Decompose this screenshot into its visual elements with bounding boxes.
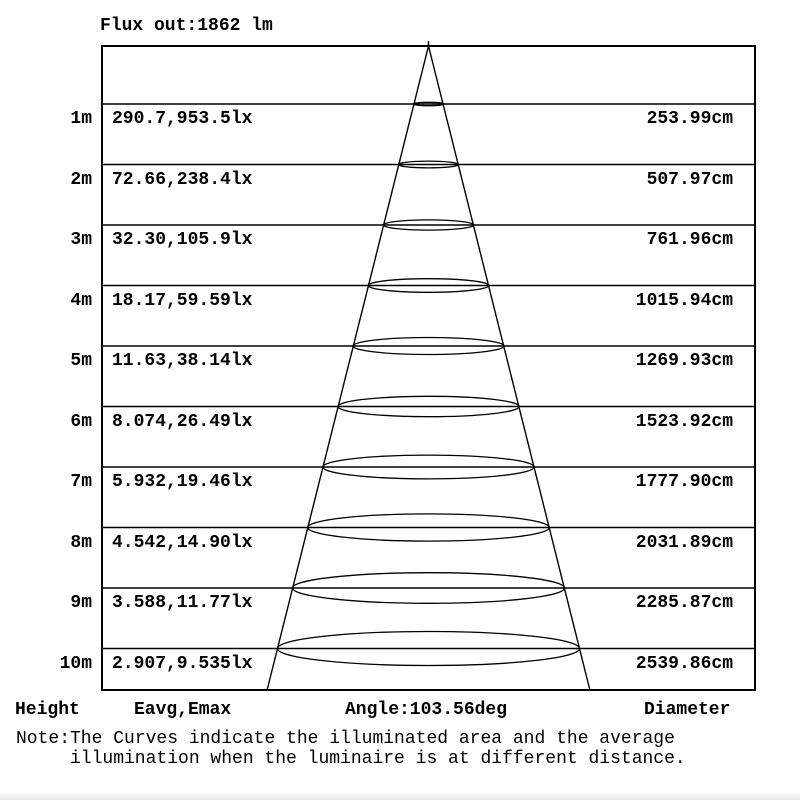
diameter-value: 1015.94cm bbox=[635, 290, 733, 311]
height-label: 10m bbox=[59, 653, 92, 674]
eavg-emax-value: 32.30,105.9lx bbox=[112, 230, 253, 250]
eavg-emax-value: 4.542,14.90lx bbox=[112, 532, 253, 553]
window-bottom-edge bbox=[0, 791, 800, 800]
diameter-value: 253.99cm bbox=[646, 109, 733, 129]
eavg-emax-value: 2.907,9.535lx bbox=[112, 653, 253, 674]
diameter-column-label: Diameter bbox=[644, 700, 731, 720]
height-label: 9m bbox=[70, 593, 92, 613]
height-label: 1m bbox=[70, 109, 92, 129]
diameter-value: 1269.93cm bbox=[635, 351, 733, 371]
diameter-value: 1523.92cm bbox=[635, 411, 733, 432]
beam-edge-left bbox=[267, 46, 428, 690]
eavg-emax-value: 8.074,26.49lx bbox=[112, 411, 253, 432]
note-line-1: Note:The Curves indicate the illuminated area and the average bbox=[16, 729, 675, 749]
flux-output-label: Flux out:1862 lm bbox=[100, 16, 273, 36]
height-label: 6m bbox=[70, 411, 92, 432]
eavg-emax-value: 3.588,11.77lx bbox=[112, 593, 253, 613]
height-label: 7m bbox=[70, 472, 92, 492]
note-line-2: illumination when the luminaire is at different distance. bbox=[70, 749, 686, 769]
eavg-emax-value: 5.932,19.46lx bbox=[112, 472, 253, 492]
height-label: 2m bbox=[70, 169, 92, 190]
eavg-emax-value: 11.63,38.14lx bbox=[112, 351, 253, 371]
diameter-value: 2539.86cm bbox=[635, 653, 733, 674]
diameter-value: 1777.90cm bbox=[635, 472, 733, 492]
height-label: 8m bbox=[70, 532, 92, 553]
diameter-value: 761.96cm bbox=[646, 230, 733, 250]
diameter-value: 2031.89cm bbox=[635, 532, 733, 553]
height-label: 5m bbox=[70, 351, 92, 371]
height-label: 4m bbox=[70, 290, 92, 311]
height-label: 3m bbox=[70, 230, 92, 250]
diameter-value: 2285.87cm bbox=[635, 593, 733, 613]
beam-angle-label: Angle:103.56deg bbox=[345, 700, 508, 720]
eavg-emax-column-label: Eavg,Emax bbox=[134, 700, 232, 720]
diameter-value: 507.97cm bbox=[646, 169, 733, 190]
eavg-emax-value: 72.66,238.4lx bbox=[112, 169, 253, 190]
eavg-emax-value: 18.17,59.59lx bbox=[112, 290, 253, 311]
height-column-label: Height bbox=[15, 700, 80, 720]
eavg-emax-value: 290.7,953.5lx bbox=[112, 109, 253, 129]
